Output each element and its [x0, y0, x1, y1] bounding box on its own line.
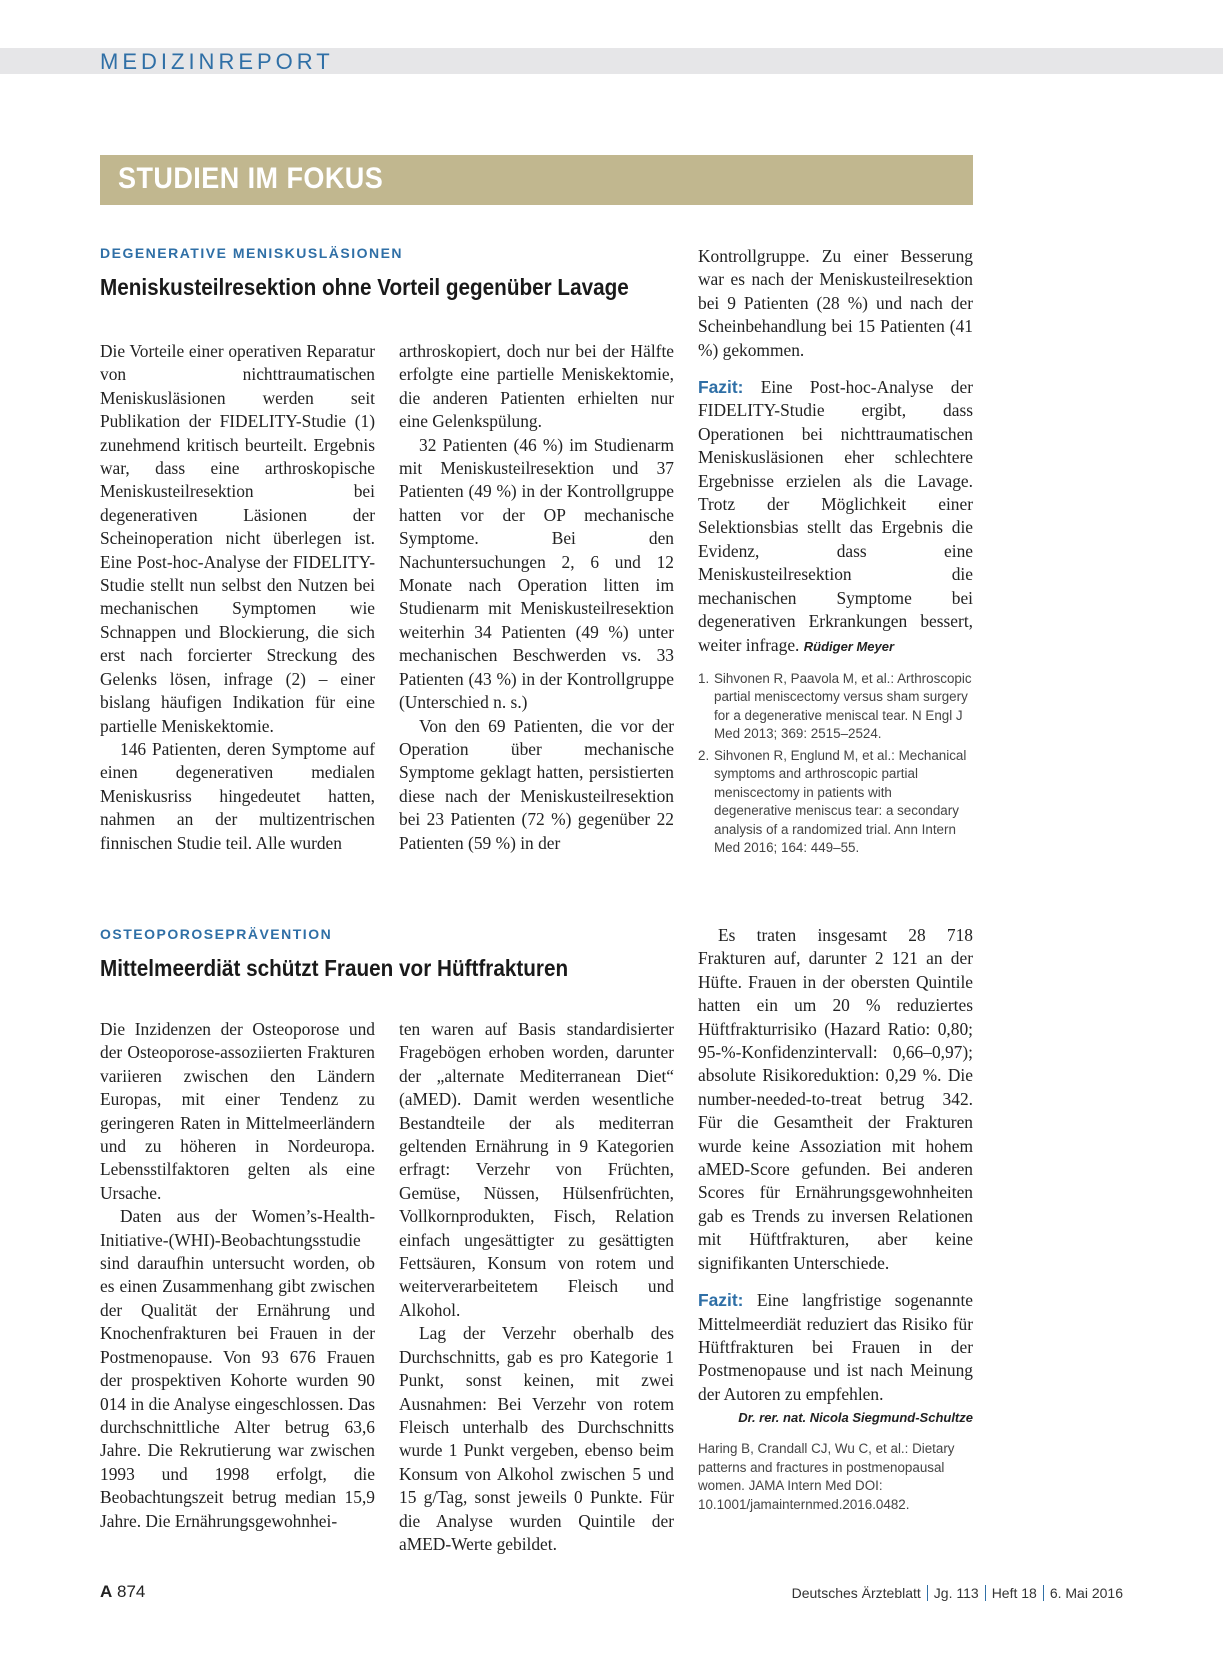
- references: [698, 670, 973, 858]
- article1-paragraph: Kontrollgruppe. Zu einer Besserung war es nach der Meniskusteilresektion bei 9 Patienten (28 %) und nach der Scheinbehandlung bei 15 Patienten (41 %) gekommen.: [698, 246, 973, 360]
- article2-paragraph: Die Inzidenzen der Osteoporose und der Osteoporose-assoziierten Frakturen variieren zwischen den Ländern Europas, mit einer Tendenz zu geringeren Raten in Mittelmeerländern und zu höheren in Nordeuropa. Lebensstilfaktoren gelten als eine Ursache.: [100, 1019, 375, 1203]
- article1-paragraph: Von den 69 Patienten, die vor der Operation über mechanische Symptome geklagt hatten, persistierten diese nach der Meniskusteilresektion bei 23 Patienten (72 %) gegenüber 22 Patienten (59 %) in der: [399, 715, 674, 853]
- page-number: [100, 1582, 145, 1602]
- page-prefix: A: [100, 1582, 113, 1601]
- article1-paragraph: arthroskopiert, doch nur bei der Hälfte erfolgte eine partielle Meniskektomie, die anderen Patienten erhielten nur eine Gelenkspülung.: [399, 341, 674, 432]
- fazit-text: Eine langfristige sogenannte Mittelmeerdiät reduziert das Risiko für Hüftfrakturen bei Frauen in der Postmenopause und ist nach Meinung der Autoren zu empfehlen.: [698, 1290, 973, 1404]
- journal-name: Deutsches Ärzteblatt: [791, 1585, 921, 1601]
- volume: Jg. 113: [933, 1585, 979, 1601]
- reference-item: 2. Sihvonen R, Englund M, et al.: Mechanical symptoms and arthroscopic partial meniscectomy in patients with degenerative meniscus tear: a secondary analysis of a randomized trial. Ann Intern Med 2016; 164: 449–55.: [698, 747, 967, 856]
- section-label: MEDIZINREPORT: [100, 49, 334, 74]
- article2-column-3: [698, 924, 973, 1514]
- article2-paragraph: ten waren auf Basis standardisierter Fragebögen erhoben worden, darunter der „alternate Mediterranean Diet“ (aMED). Damit werden wesentliche Bestandteile der als mediterran geltenden Ernährung in 9 Kategorien erfragt: Verzehr von Früchten, Gemüse, Nüssen, Hülsenfrüchten, Vollkornprodukten, Fisch, Relation einfach ungesättigter zu gesättigten Fettsäuren, Konsum von rotem und weiterverarbeitetem Fleisch und Alkohol.: [399, 1019, 674, 1320]
- article1-paragraph: Die Vorteile einer operativen Reparatur von nichttraumatischen Meniskusläsionen werden seit Publikation der FIDELITY-Studie (1) zunehmend kritisch beurteilt. Ergebnis war, dass eine arthroskopische Meniskusteilresektion bei degenerativen Läsionen der Scheinoperation nicht überlegen ist. Eine Post-hoc-Analyse der FIDELITY-Studie stellt nun selbst den Nutzen bei mechanischen Symptomen wie Schnappen und Blockierung, die sich erst nach forcierter Streckung des Gelenks lösen, infrage (2) – einer bislang häufigen Indikation für eine partielle Meniskektomie.: [100, 341, 375, 736]
- issue: Heft 18: [991, 1585, 1037, 1601]
- separator: [927, 1585, 928, 1601]
- footer-citation: [792, 1585, 1123, 1601]
- article2-fazit: [698, 1289, 973, 1406]
- banner-title: STUDIEN IM FOKUS: [118, 162, 384, 195]
- article1-kicker: DEGENERATIVE MENISKUSLÄSIONEN: [100, 245, 404, 261]
- article1-paragraph: 146 Patienten, deren Symptome auf einen degenerativen medialen Meniskusriss hingedeutet hatten, nahmen an der multizentrischen finnischen Studie teil. Alle wurden: [100, 738, 375, 853]
- article1-column-2: [399, 340, 674, 855]
- fazit-label: Fazit:: [698, 377, 744, 398]
- fazit-label: Fazit:: [698, 1290, 744, 1311]
- article1-column-1: [100, 340, 375, 855]
- article1-column-3: [698, 245, 973, 861]
- author: Rüdiger Meyer: [803, 638, 895, 654]
- article2-kicker: OSTEOPOROSEPRÄVENTION: [100, 926, 333, 942]
- article1-headline: Meniskusteilresektion ohne Vorteil gegenüber Lavage: [100, 274, 629, 300]
- fazit-text: Eine Post-hoc-Analyse der FIDELITY-Studie ergibt, dass Operationen bei nichttraumatischen Meniskusläsionen eher schlechtere Ergebnisse erzielen als die Lavage. Trotz der Möglichkeit einer Selektionsbias stellt das Ergebnis die Evidenz, dass eine Meniskusteilresektion die mechanischen Symptome bei degenerativen Erkrankungen bessert, weiter infrage.: [698, 377, 973, 655]
- article2-column-1: [100, 1018, 375, 1533]
- article2-paragraph: Lag der Verzehr oberhalb des Durchschnitts, gab es pro Kategorie 1 Punkt, sonst keinen, mit zwei Ausnahmen: Bei Verzehr von rotem Fleisch unterhalb des Durchschnitts wurde 1 Punkt vergeben, ebenso beim Konsum von Alkohol zwischen 5 und 15 g/Tag, sonst jeweils 0 Punkte. Für die Analyse wurden Quintile der aMED-Werte gebildet.: [399, 1323, 674, 1554]
- date: 6. Mai 2016: [1049, 1585, 1123, 1601]
- article2-column-2: [399, 1018, 674, 1556]
- article1-paragraph: 32 Patienten (46 %) im Studienarm mit Meniskusteilresektion und 37 Patienten (49 %) in der Kontrollgruppe hatten vor der OP mechanische Symptome. Bei den Nachuntersuchungen 2, 6 und 12 Monate nach Operation litten im Studienarm mit Meniskusteilresektion weiterhin 34 Patienten (49 %) unter mechanischen Beschwerden vs. 33 Patienten (43 %) in der Kontrollgruppe (Unterschied n. s.): [399, 434, 674, 713]
- article1-fazit: [698, 376, 973, 658]
- article2-headline: Mittelmeerdiät schützt Frauen vor Hüftfrakturen: [100, 955, 569, 981]
- separator: [985, 1585, 986, 1601]
- author: Dr. rer. nat. Nicola Siegmund-Schultze: [738, 1410, 973, 1426]
- article2-paragraph: Daten aus der Women’s-Health-Initiative-(WHI)-Beobachtungsstudie sind daraufhin untersucht worden, ob es einen Zusammenhang gibt zwischen der Qualität der Ernährung und Knochenfrakturen bei Frauen in der Postmenopause. Von 93 676 Frauen der prospektiven Kohorte wurden 90 014 in die Analyse eingeschlossen. Das durchschnittliche Alter betrug 63,6 Jahre. Die Rekrutierung war zwischen 1993 und 1998 erfolgt, die Beobachtungszeit betrug median 15,9 Jahre. Die Ernährungsgewohnhei-: [100, 1206, 375, 1531]
- reference-item: 1. Sihvonen R, Paavola M, et al.: Arthroscopic partial meniscectomy versus sham surgery for a degenerative meniscal tear. N Engl J Med 2013; 369: 2515–2524.: [698, 670, 972, 742]
- reference-item: Haring B, Crandall CJ, Wu C, et al.: Dietary patterns and fractures in postmenopausal women. JAMA Intern Med DOI: 10.1001/jamainternmed.2016.0482.: [698, 1441, 955, 1512]
- article2-paragraph: Es traten insgesamt 28 718 Frakturen auf, darunter 2 121 an der Hüfte. Frauen in der obersten Quintile hatten ein um 20 % reduziertes Hüftfrakturrisiko (Hazard Ratio: 0,80; 95-%-Konfidenzintervall: 0,66–0,97); absolute Risikoreduktion: 0,29 %. Die number-needed-to-treat betrug 342. Für die Gesamtheit der Frakturen wurde keine Assoziation mit hohem aMED-Score gefunden. Bei anderen Scores für Ernährungsgewohnheiten gab es Trends zu inversen Relationen mit Hüftfrakturen, aber keine signifikanten Unterschiede.: [698, 925, 973, 1273]
- separator: [1043, 1585, 1044, 1601]
- banner: [100, 155, 973, 205]
- page-number-value: 874: [117, 1582, 146, 1601]
